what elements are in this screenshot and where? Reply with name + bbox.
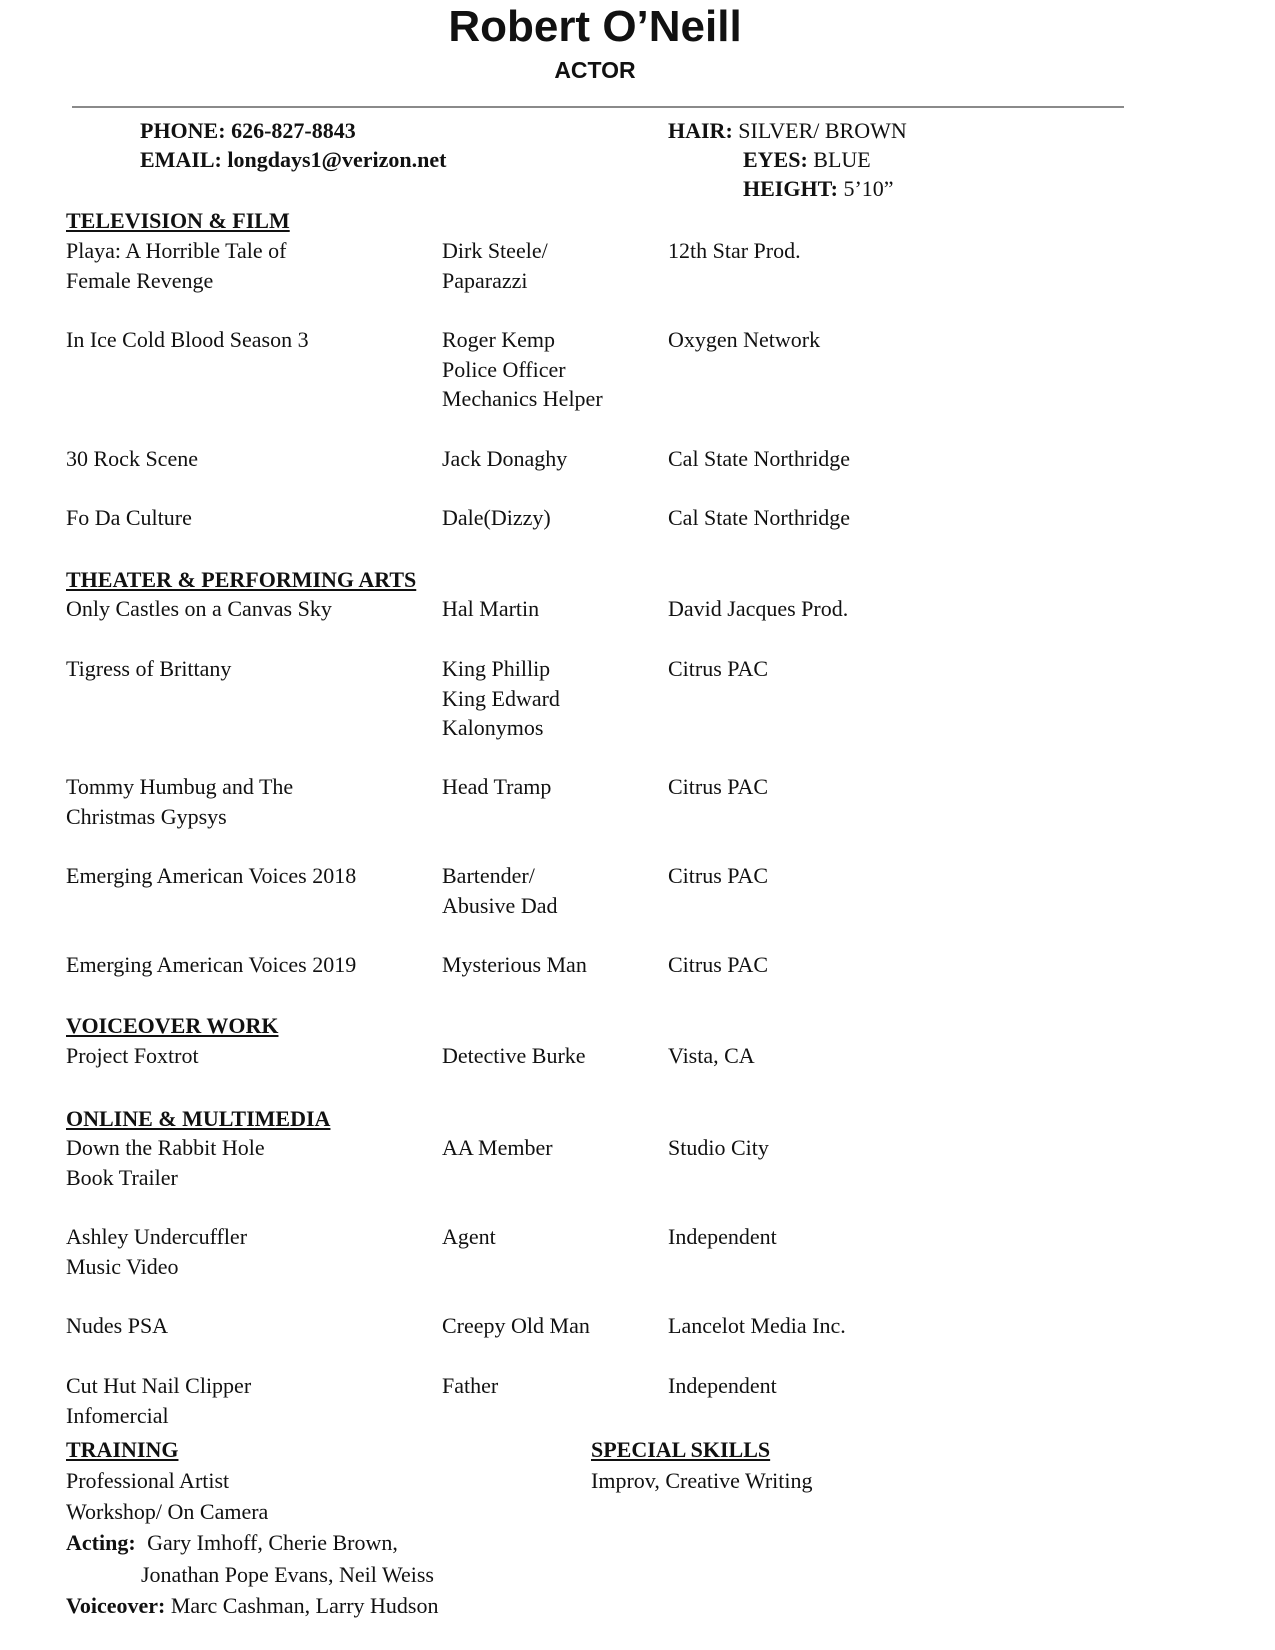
acting-teachers: Gary Imhoff, Cherie Brown, [147, 1530, 398, 1555]
skills-text: Improv, Creative Writing [591, 1468, 813, 1493]
credit-role: Roger Kemp Police Officer Mechanics Helper [442, 327, 603, 411]
credit-role: AA Member [442, 1135, 553, 1160]
email-label: EMAIL: [140, 147, 222, 172]
actor-name: Robert O’Neill [448, 2, 742, 51]
credit-company: Independent [668, 1224, 777, 1249]
height-value: 5’10” [843, 176, 894, 201]
section-heading-online: ONLINE & MULTIMEDIA [66, 1106, 331, 1131]
phone-value: 626-827-8843 [231, 118, 356, 143]
credit-company: Cal State Northridge [668, 505, 851, 530]
credit-title: Cut Hut Nail Clipper Infomercial [66, 1373, 252, 1428]
training-acting [66, 1528, 398, 1557]
credit-role: Mysterious Man [442, 952, 587, 977]
section-heading-skills: SPECIAL SKILLS [591, 1437, 771, 1462]
credit-role: Bartender/ Abusive Dad [442, 863, 558, 918]
phone-line [140, 116, 356, 145]
credit-title: Nudes PSA [66, 1313, 169, 1338]
credit-company: Studio City [668, 1135, 769, 1160]
training-acting-cont: Jonathan Pope Evans, Neil Weiss [141, 1562, 434, 1587]
eyes-label: EYES: [743, 147, 808, 172]
credit-title: Down the Rabbit Hole Book Trailer [66, 1135, 265, 1190]
credit-title: 30 Rock Scene [66, 446, 198, 471]
eyes-value: BLUE [813, 147, 871, 172]
credit-title: Project Foxtrot [66, 1043, 199, 1068]
credit-title: In Ice Cold Blood Season 3 [66, 327, 309, 352]
section-heading-voiceover: VOICEOVER WORK [66, 1013, 279, 1038]
credit-company: Citrus PAC [668, 656, 769, 681]
credit-role: Detective Burke [442, 1043, 586, 1068]
voiceover-label: Voiceover: [66, 1593, 166, 1618]
section-heading-tv: TELEVISION & FILM [66, 208, 290, 233]
credit-company: Independent [668, 1373, 777, 1398]
credit-title: Tigress of Brittany [66, 656, 232, 681]
actor-title: ACTOR [554, 57, 636, 83]
credit-role: Agent [442, 1224, 496, 1249]
credit-role: Creepy Old Man [442, 1313, 590, 1338]
credit-company: Cal State Northridge [668, 446, 851, 471]
email-value: longdays1@verizon.net [227, 147, 447, 172]
voiceover-teachers: Marc Cashman, Larry Hudson [170, 1593, 439, 1618]
height-line [743, 174, 894, 203]
credit-company: Oxygen Network [668, 327, 821, 352]
credit-role: Head Tramp [442, 774, 552, 799]
hair-line [668, 116, 907, 145]
credit-title: Tommy Humbug and The Christmas Gypsys [66, 774, 294, 829]
section-heading-theater: THEATER & PERFORMING ARTS [66, 567, 417, 592]
training-line-2: Workshop/ On Camera [66, 1499, 269, 1524]
hair-value: SILVER/ BROWN [738, 118, 907, 143]
training-voiceover [66, 1591, 438, 1620]
credit-role: King Phillip King Edward Kalonymos [442, 656, 560, 740]
credit-title: Emerging American Voices 2018 [66, 863, 357, 888]
training-line-1: Professional Artist [66, 1468, 230, 1493]
credit-role: Hal Martin [442, 596, 540, 621]
credit-company: Citrus PAC [668, 774, 769, 799]
credit-title: Emerging American Voices 2019 [66, 952, 357, 977]
credit-role: Dirk Steele/ Paparazzi [442, 238, 548, 293]
credit-title: Playa: A Horrible Tale of Female Revenge [66, 238, 287, 293]
phone-label: PHONE: [140, 118, 226, 143]
credit-company: Citrus PAC [668, 952, 769, 977]
height-label: HEIGHT: [743, 176, 838, 201]
acting-label: Acting: [66, 1530, 136, 1555]
header-divider [72, 106, 1124, 108]
credit-company: Lancelot Media Inc. [668, 1313, 846, 1338]
email-line [140, 145, 446, 174]
credit-company: David Jacques Prod. [668, 596, 849, 621]
credit-company: Vista, CA [668, 1043, 755, 1068]
credit-company: 12th Star Prod. [668, 238, 801, 263]
credit-title: Only Castles on a Canvas Sky [66, 596, 332, 621]
credit-company: Citrus PAC [668, 863, 769, 888]
credit-role: Father [442, 1373, 499, 1398]
eyes-line [743, 145, 871, 174]
credit-role: Jack Donaghy [442, 446, 568, 471]
credit-title: Ashley Undercuffler Music Video [66, 1224, 248, 1279]
hair-label: HAIR: [668, 118, 733, 143]
credit-role: Dale(Dizzy) [442, 505, 551, 530]
credit-title: Fo Da Culture [66, 505, 192, 530]
section-heading-training: TRAINING [66, 1437, 179, 1462]
